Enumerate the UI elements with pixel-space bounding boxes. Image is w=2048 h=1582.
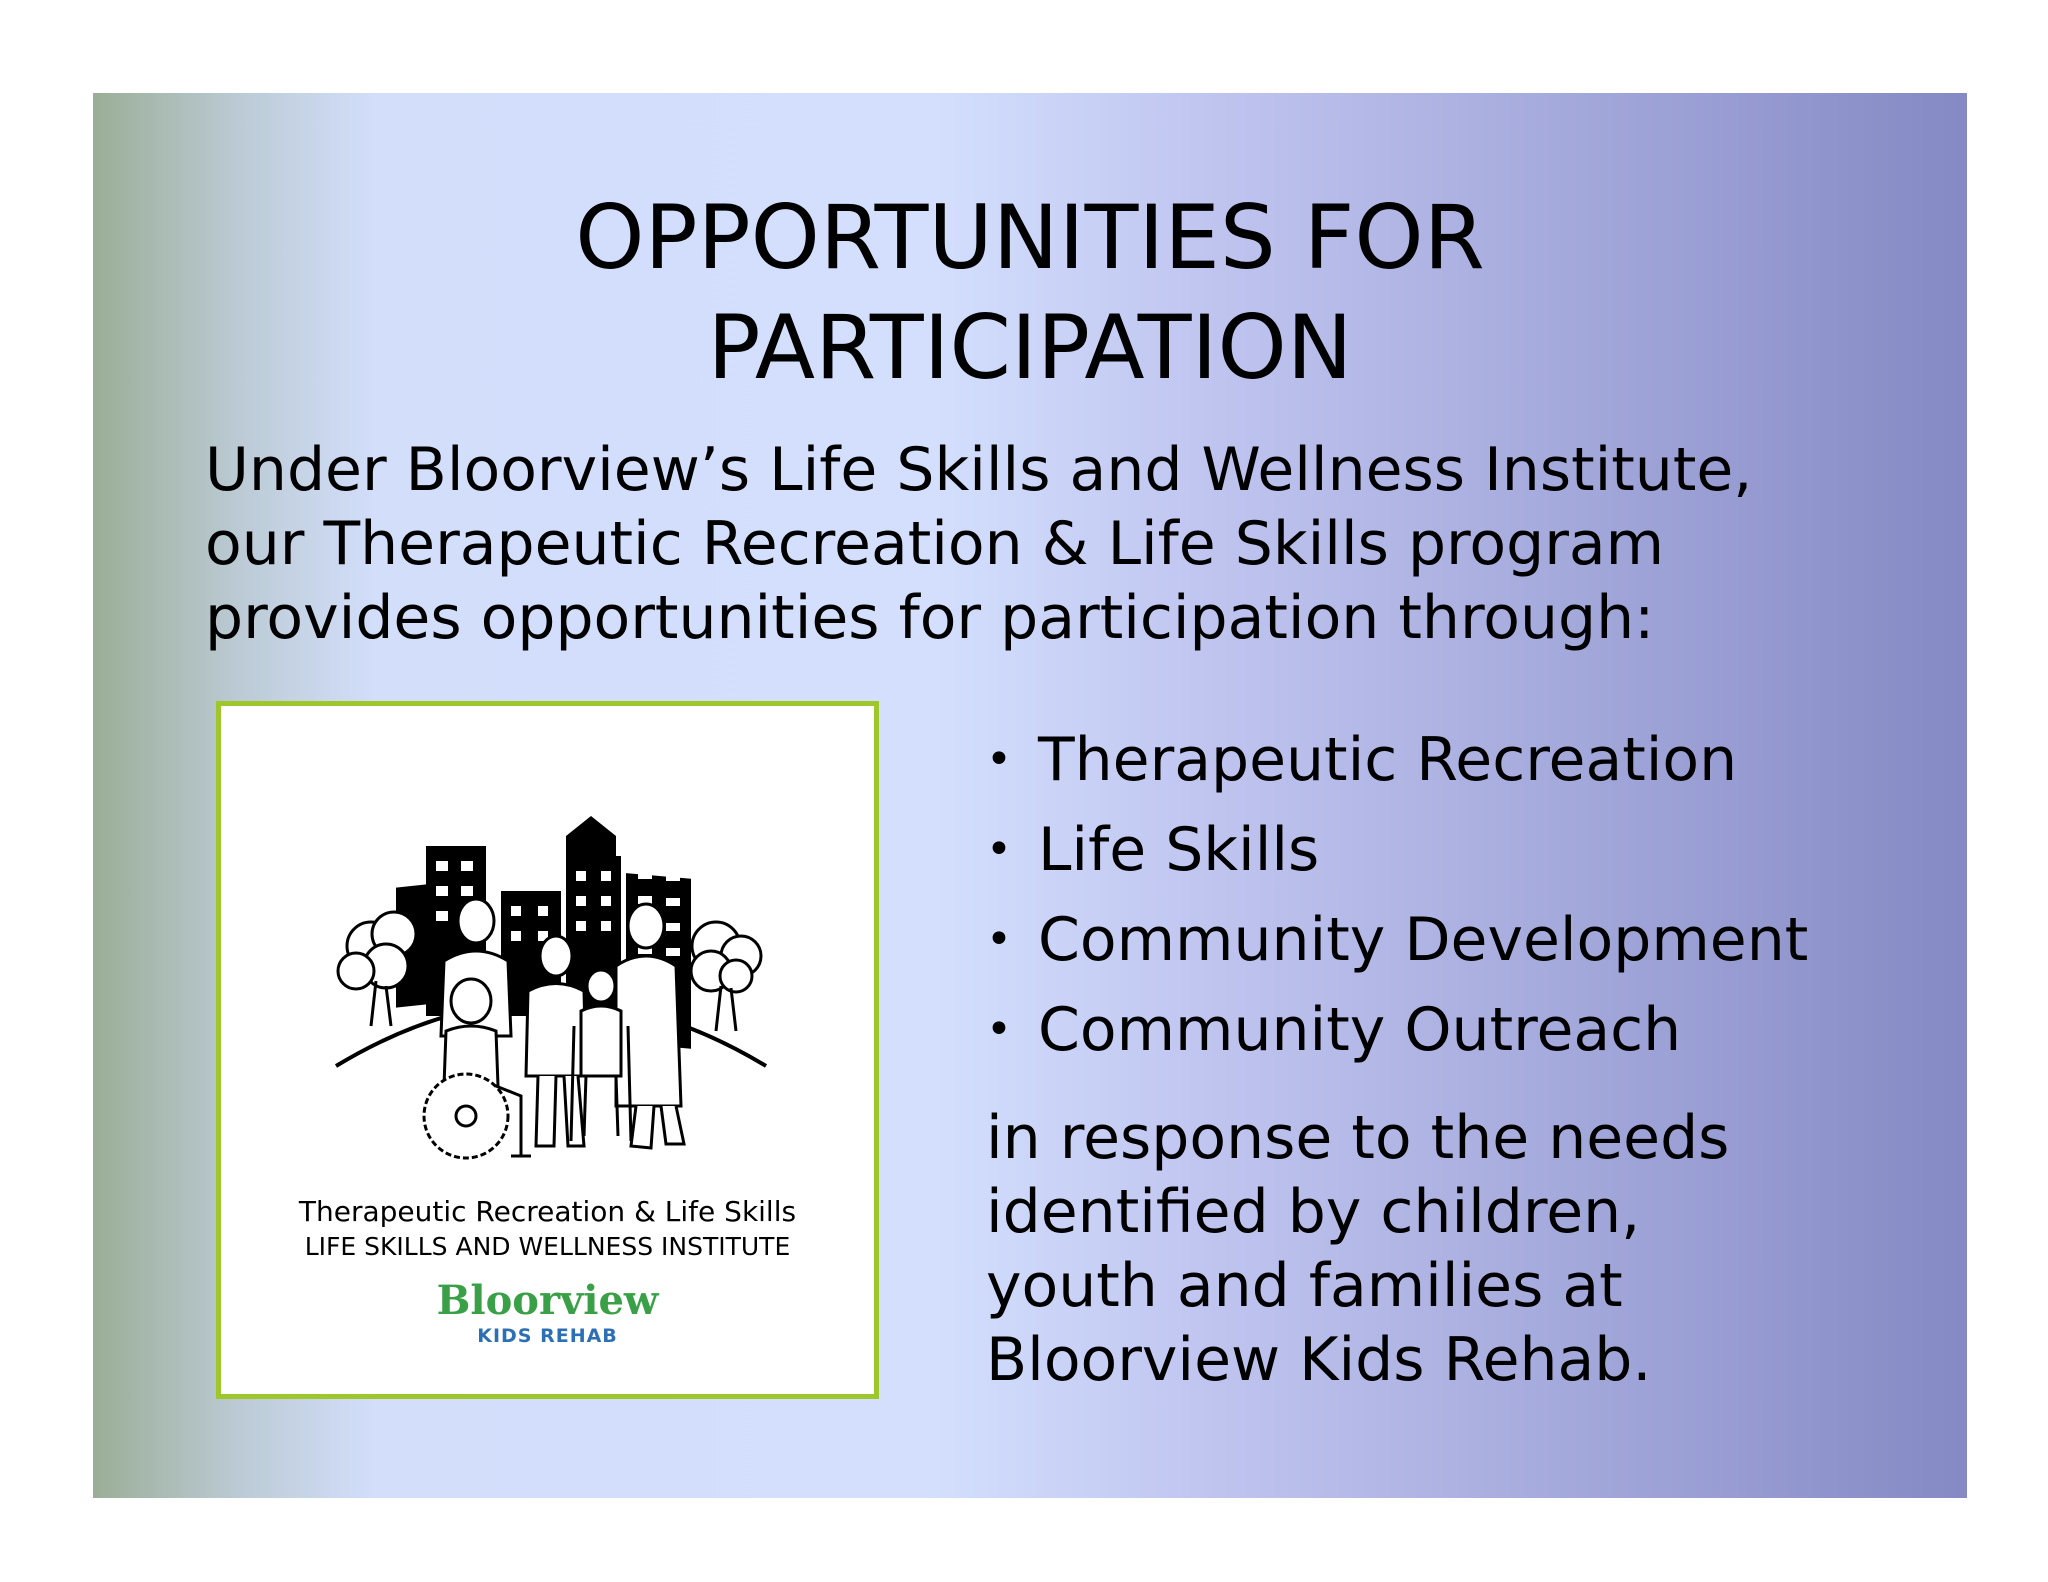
list-item-label: Life Skills	[1038, 815, 1320, 885]
list-item	[986, 715, 1808, 805]
list-item-label: Therapeutic Recreation	[1038, 725, 1738, 795]
intro-line-3: provides opportunities for participation through:	[205, 583, 1655, 653]
bullet-icon: •	[986, 824, 1012, 875]
closing-line-4: Bloorview Kids Rehab.	[986, 1325, 1652, 1395]
list-item-label: Community Outreach	[1038, 995, 1682, 1065]
program-list	[986, 715, 1808, 1075]
slide-title	[93, 183, 1967, 403]
list-item	[986, 895, 1808, 985]
intro-line-2: our Therapeutic Recreation & Life Skills program	[205, 509, 1665, 579]
bullet-icon: •	[986, 734, 1012, 785]
list-item-label: Community Development	[1038, 905, 1809, 975]
brand-subtitle: KIDS REHAB	[477, 1325, 618, 1347]
bullet-icon: •	[986, 1004, 1012, 1055]
list-item	[986, 805, 1808, 895]
brand-name: Bloorview	[436, 1277, 659, 1324]
bullet-icon: •	[986, 914, 1012, 965]
logo-caption-line-2: LIFE SKILLS AND WELLNESS INSTITUTE	[304, 1232, 791, 1261]
title-line-1: OPPORTUNITIES FOR	[575, 186, 1485, 289]
intro-paragraph	[205, 433, 1905, 655]
closing-line-1: in response to the needs	[986, 1103, 1730, 1173]
program-logo	[216, 701, 879, 1399]
title-line-2: PARTICIPATION	[707, 296, 1353, 399]
logo-caption-line-1: Therapeutic Recreation & Life Skills	[298, 1195, 797, 1228]
city-people-illustration-icon	[316, 776, 786, 1176]
brand-logo	[221, 1278, 874, 1348]
list-item	[986, 985, 1808, 1075]
closing-paragraph	[986, 1101, 1729, 1397]
logo-caption	[221, 1194, 874, 1264]
closing-line-2: identified by children,	[986, 1177, 1641, 1247]
intro-line-1: Under Bloorview’s Life Skills and Wellness Institute,	[205, 435, 1753, 505]
closing-line-3: youth and families at	[986, 1251, 1623, 1321]
slide	[93, 93, 1967, 1498]
